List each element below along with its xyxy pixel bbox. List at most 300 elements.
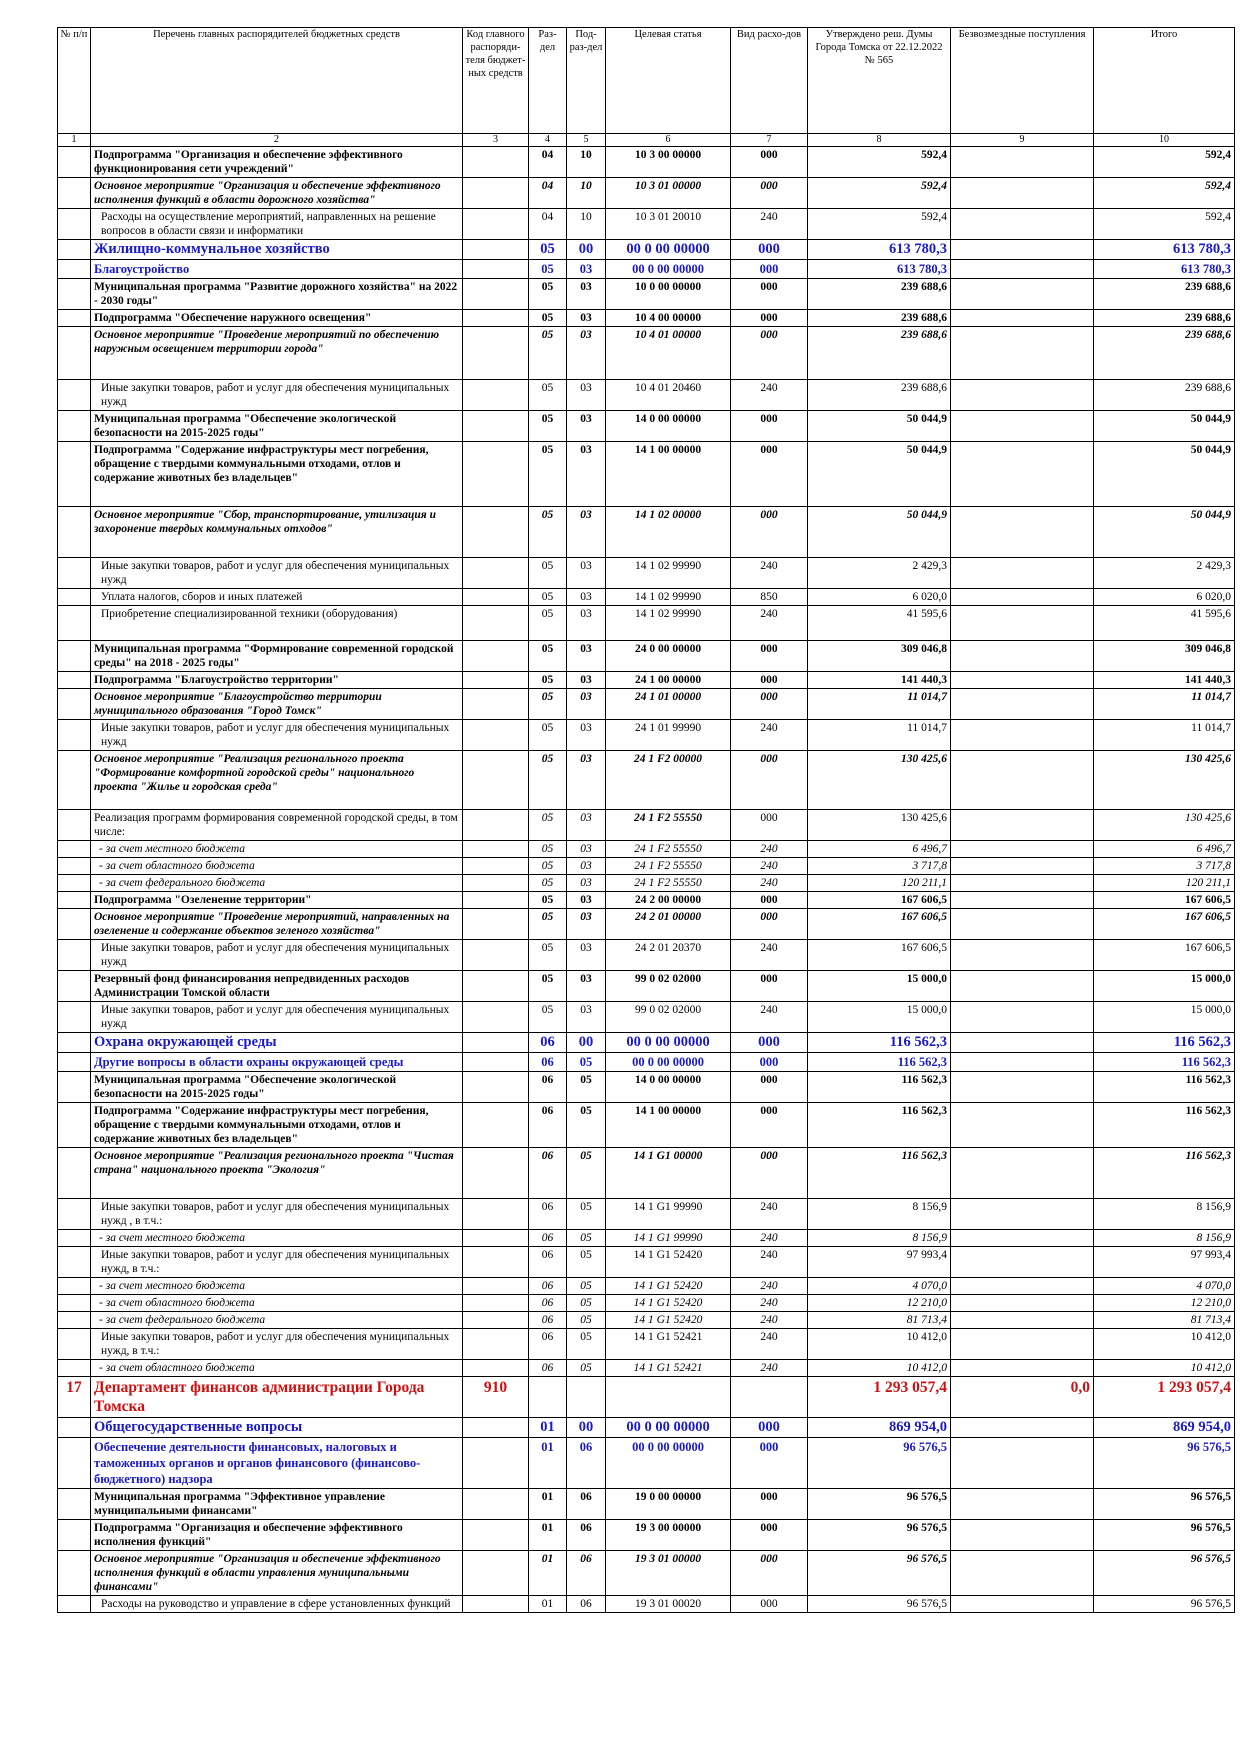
row-razdel-cell: 01 bbox=[529, 1520, 567, 1551]
row-razdel-cell: 06 bbox=[529, 1247, 567, 1278]
row-number-cell bbox=[58, 327, 91, 380]
row-name-cell: Муниципальная программа "Формирование современной городской среды" на 2018 - 2025 годы" bbox=[91, 641, 463, 672]
row-name-cell: Муниципальная программа "Эффективное управление муниципальными финансами" bbox=[91, 1489, 463, 1520]
row-tselevaya-cell: 24 1 F2 00000 bbox=[606, 751, 731, 810]
col-name-header: Перечень главных распорядителей бюджетных средств bbox=[91, 28, 463, 134]
row-total-cell: 8 156,9 bbox=[1094, 1230, 1235, 1247]
row-name-cell: Основное мероприятие "Реализация регионального проекта "Чистая страна" национального проекта "Экология" bbox=[91, 1148, 463, 1199]
row-free-cell bbox=[951, 209, 1094, 240]
row-number-cell bbox=[58, 909, 91, 940]
row-podrazdel-cell: 03 bbox=[567, 909, 606, 940]
column-number: 6 bbox=[606, 134, 731, 147]
row-name-cell: Подпрограмма "Благоустройство территории" bbox=[91, 672, 463, 689]
row-approved-cell: 96 576,5 bbox=[808, 1596, 951, 1613]
table-row bbox=[58, 1438, 1235, 1489]
row-podrazdel-cell: 03 bbox=[567, 689, 606, 720]
table-row bbox=[58, 971, 1235, 1002]
row-podrazdel-cell: 05 bbox=[567, 1148, 606, 1199]
table-row bbox=[58, 1377, 1235, 1418]
row-free-cell bbox=[951, 1551, 1094, 1596]
row-name-cell: Иные закупки товаров, работ и услуг для обеспечения муниципальных нужд, в т.ч.: bbox=[91, 1247, 463, 1278]
row-code-cell bbox=[463, 147, 529, 178]
row-free-cell bbox=[951, 1520, 1094, 1551]
row-vid-cell: 000 bbox=[731, 310, 808, 327]
row-total-cell: 96 576,5 bbox=[1094, 1520, 1235, 1551]
row-tselevaya-cell: 19 3 01 00000 bbox=[606, 1551, 731, 1596]
row-approved-cell: 10 412,0 bbox=[808, 1360, 951, 1377]
row-total-cell: 96 576,5 bbox=[1094, 1438, 1235, 1489]
budget-document bbox=[57, 27, 1231, 1613]
row-free-cell: 0,0 bbox=[951, 1377, 1094, 1418]
row-free-cell bbox=[951, 1053, 1094, 1072]
row-number-cell bbox=[58, 507, 91, 558]
row-podrazdel-cell: 03 bbox=[567, 940, 606, 971]
table-row bbox=[58, 858, 1235, 875]
row-free-cell bbox=[951, 1438, 1094, 1489]
column-number: 4 bbox=[529, 134, 567, 147]
row-number-cell bbox=[58, 1551, 91, 1596]
table-row bbox=[58, 841, 1235, 858]
row-vid-cell: 000 bbox=[731, 507, 808, 558]
row-vid-cell: 240 bbox=[731, 606, 808, 641]
row-free-cell bbox=[951, 1360, 1094, 1377]
row-vid-cell: 000 bbox=[731, 1520, 808, 1551]
row-number-cell bbox=[58, 810, 91, 841]
row-number-cell bbox=[58, 279, 91, 310]
row-razdel-cell: 05 bbox=[529, 260, 567, 279]
row-razdel-cell: 06 bbox=[529, 1103, 567, 1148]
row-tselevaya-cell: 14 1 G1 52420 bbox=[606, 1312, 731, 1329]
row-name-cell: Подпрограмма "Озеленение территории" bbox=[91, 892, 463, 909]
row-code-cell bbox=[463, 841, 529, 858]
row-code-cell bbox=[463, 1329, 529, 1360]
row-tselevaya-cell: 14 1 00 00000 bbox=[606, 1103, 731, 1148]
row-vid-cell: 000 bbox=[731, 1053, 808, 1072]
row-podrazdel-cell bbox=[567, 1377, 606, 1418]
table-row bbox=[58, 411, 1235, 442]
row-vid-cell: 000 bbox=[731, 260, 808, 279]
row-code-cell bbox=[463, 1072, 529, 1103]
row-vid-cell: 240 bbox=[731, 1230, 808, 1247]
table-row bbox=[58, 751, 1235, 810]
row-vid-cell: 240 bbox=[731, 209, 808, 240]
row-podrazdel-cell: 03 bbox=[567, 1002, 606, 1033]
row-name-cell: Жилищно-коммунальное хозяйство bbox=[91, 240, 463, 260]
row-tselevaya-cell: 14 1 00 00000 bbox=[606, 442, 731, 507]
row-approved-cell: 50 044,9 bbox=[808, 442, 951, 507]
row-razdel-cell: 06 bbox=[529, 1148, 567, 1199]
row-name-cell: Приобретение специализированной техники (оборудования) bbox=[91, 606, 463, 641]
row-number-cell bbox=[58, 589, 91, 606]
row-approved-cell: 96 576,5 bbox=[808, 1489, 951, 1520]
row-tselevaya-cell: 24 1 01 00000 bbox=[606, 689, 731, 720]
row-number-cell bbox=[58, 240, 91, 260]
row-approved-cell: 12 210,0 bbox=[808, 1295, 951, 1312]
row-total-cell: 239 688,6 bbox=[1094, 380, 1235, 411]
row-total-cell: 8 156,9 bbox=[1094, 1199, 1235, 1230]
row-razdel-cell: 05 bbox=[529, 1002, 567, 1033]
row-total-cell: 167 606,5 bbox=[1094, 940, 1235, 971]
row-podrazdel-cell: 05 bbox=[567, 1230, 606, 1247]
row-tselevaya-cell: 10 4 00 00000 bbox=[606, 310, 731, 327]
column-number: 1 bbox=[58, 134, 91, 147]
row-tselevaya-cell: 14 1 G1 52420 bbox=[606, 1295, 731, 1312]
row-number-cell bbox=[58, 442, 91, 507]
row-vid-cell: 240 bbox=[731, 380, 808, 411]
row-number-cell bbox=[58, 411, 91, 442]
row-podrazdel-cell: 10 bbox=[567, 147, 606, 178]
table-row bbox=[58, 327, 1235, 380]
row-total-cell: 12 210,0 bbox=[1094, 1295, 1235, 1312]
row-razdel-cell: 05 bbox=[529, 442, 567, 507]
row-name-cell: Основное мероприятие "Сбор, транспортирование, утилизация и захоронение твердых коммунальных отходов" bbox=[91, 507, 463, 558]
row-tselevaya-cell: 00 0 00 00000 bbox=[606, 1053, 731, 1072]
row-vid-cell: 000 bbox=[731, 147, 808, 178]
row-name-cell: Иные закупки товаров, работ и услуг для обеспечения муниципальных нужд , в т.ч.: bbox=[91, 1199, 463, 1230]
row-name-cell: Основное мероприятие "Проведение мероприятий, направленных на озеленение и содержание объектов зеленого хозяйства" bbox=[91, 909, 463, 940]
row-total-cell: 1 293 057,4 bbox=[1094, 1377, 1235, 1418]
row-podrazdel-cell: 05 bbox=[567, 1199, 606, 1230]
row-razdel-cell: 06 bbox=[529, 1295, 567, 1312]
row-code-cell bbox=[463, 327, 529, 380]
row-tselevaya-cell: 00 0 00 00000 bbox=[606, 1033, 731, 1053]
row-razdel-cell: 05 bbox=[529, 558, 567, 589]
row-total-cell: 116 562,3 bbox=[1094, 1053, 1235, 1072]
row-total-cell: 15 000,0 bbox=[1094, 1002, 1235, 1033]
row-razdel-cell: 05 bbox=[529, 858, 567, 875]
row-total-cell: 3 717,8 bbox=[1094, 858, 1235, 875]
row-approved-cell: 116 562,3 bbox=[808, 1053, 951, 1072]
row-razdel-cell: 05 bbox=[529, 971, 567, 1002]
row-approved-cell: 141 440,3 bbox=[808, 672, 951, 689]
row-free-cell bbox=[951, 751, 1094, 810]
row-tselevaya-cell: 24 1 F2 55550 bbox=[606, 841, 731, 858]
row-tselevaya-cell: 14 1 02 99990 bbox=[606, 558, 731, 589]
row-podrazdel-cell: 03 bbox=[567, 841, 606, 858]
row-code-cell bbox=[463, 260, 529, 279]
row-total-cell: 592,4 bbox=[1094, 147, 1235, 178]
row-code-cell bbox=[463, 909, 529, 940]
row-podrazdel-cell: 05 bbox=[567, 1247, 606, 1278]
row-razdel-cell: 05 bbox=[529, 720, 567, 751]
row-razdel-cell bbox=[529, 1377, 567, 1418]
row-tselevaya-cell: 10 3 01 00000 bbox=[606, 178, 731, 209]
col-num-header: № п/п bbox=[58, 28, 91, 134]
row-total-cell: 167 606,5 bbox=[1094, 909, 1235, 940]
row-free-cell bbox=[951, 1230, 1094, 1247]
row-code-cell bbox=[463, 689, 529, 720]
table-row bbox=[58, 1247, 1235, 1278]
row-podrazdel-cell: 05 bbox=[567, 1053, 606, 1072]
table-row bbox=[58, 279, 1235, 310]
table-body bbox=[58, 147, 1235, 1613]
row-name-cell: - за счет местного бюджета bbox=[91, 841, 463, 858]
table-row bbox=[58, 810, 1235, 841]
row-vid-cell: 000 bbox=[731, 810, 808, 841]
row-number-cell bbox=[58, 1278, 91, 1295]
row-approved-cell: 4 070,0 bbox=[808, 1278, 951, 1295]
row-vid-cell: 240 bbox=[731, 1247, 808, 1278]
row-approved-cell: 167 606,5 bbox=[808, 940, 951, 971]
row-name-cell: - за счет областного бюджета bbox=[91, 858, 463, 875]
row-free-cell bbox=[951, 858, 1094, 875]
row-razdel-cell: 05 bbox=[529, 751, 567, 810]
row-approved-cell: 869 954,0 bbox=[808, 1418, 951, 1438]
table-row bbox=[58, 606, 1235, 641]
row-approved-cell: 592,4 bbox=[808, 178, 951, 209]
table-row bbox=[58, 1520, 1235, 1551]
row-approved-cell: 613 780,3 bbox=[808, 260, 951, 279]
row-razdel-cell: 05 bbox=[529, 940, 567, 971]
table-row bbox=[58, 1360, 1235, 1377]
row-number-cell bbox=[58, 1329, 91, 1360]
row-total-cell: 116 562,3 bbox=[1094, 1072, 1235, 1103]
row-free-cell bbox=[951, 1072, 1094, 1103]
row-code-cell bbox=[463, 892, 529, 909]
row-name-cell: Основное мероприятие "Реализация регионального проекта "Формирование комфортной городской среды" национального проекта "Жилье и городская среда" bbox=[91, 751, 463, 810]
row-name-cell: Благоустройство bbox=[91, 260, 463, 279]
row-vid-cell: 240 bbox=[731, 858, 808, 875]
row-free-cell bbox=[951, 940, 1094, 971]
row-free-cell bbox=[951, 971, 1094, 1002]
row-podrazdel-cell: 03 bbox=[567, 720, 606, 751]
row-razdel-cell: 05 bbox=[529, 689, 567, 720]
row-code-cell bbox=[463, 672, 529, 689]
row-free-cell bbox=[951, 1329, 1094, 1360]
row-total-cell: 167 606,5 bbox=[1094, 892, 1235, 909]
row-vid-cell: 000 bbox=[731, 1438, 808, 1489]
row-tselevaya-cell: 10 3 00 00000 bbox=[606, 147, 731, 178]
row-tselevaya-cell: 14 1 G1 52420 bbox=[606, 1247, 731, 1278]
row-approved-cell: 96 576,5 bbox=[808, 1551, 951, 1596]
row-name-cell: Иные закупки товаров, работ и услуг для обеспечения муниципальных нужд bbox=[91, 558, 463, 589]
row-free-cell bbox=[951, 1278, 1094, 1295]
row-vid-cell: 000 bbox=[731, 641, 808, 672]
row-total-cell: 239 688,6 bbox=[1094, 310, 1235, 327]
row-code-cell bbox=[463, 1295, 529, 1312]
col-approved-header: Утверждено реш. Думы Города Томска от 22.12.2022 № 565 bbox=[808, 28, 951, 134]
row-free-cell bbox=[951, 1033, 1094, 1053]
row-approved-cell: 613 780,3 bbox=[808, 240, 951, 260]
row-approved-cell: 3 717,8 bbox=[808, 858, 951, 875]
row-razdel-cell: 01 bbox=[529, 1489, 567, 1520]
row-code-cell bbox=[463, 442, 529, 507]
row-vid-cell: 240 bbox=[731, 558, 808, 589]
row-tselevaya-cell: 00 0 00 00000 bbox=[606, 260, 731, 279]
row-approved-cell: 11 014,7 bbox=[808, 720, 951, 751]
row-razdel-cell: 05 bbox=[529, 672, 567, 689]
row-vid-cell: 240 bbox=[731, 1329, 808, 1360]
row-podrazdel-cell: 03 bbox=[567, 641, 606, 672]
row-podrazdel-cell: 03 bbox=[567, 606, 606, 641]
row-tselevaya-cell: 19 3 01 00020 bbox=[606, 1596, 731, 1613]
row-code-cell bbox=[463, 1520, 529, 1551]
table-row bbox=[58, 260, 1235, 279]
row-name-cell: Иные закупки товаров, работ и услуг для обеспечения муниципальных нужд bbox=[91, 1002, 463, 1033]
row-vid-cell: 000 bbox=[731, 1072, 808, 1103]
row-total-cell: 130 425,6 bbox=[1094, 751, 1235, 810]
row-razdel-cell: 06 bbox=[529, 1072, 567, 1103]
row-tselevaya-cell: 24 0 00 00000 bbox=[606, 641, 731, 672]
row-tselevaya-cell: 14 1 02 00000 bbox=[606, 507, 731, 558]
row-number-cell bbox=[58, 1199, 91, 1230]
row-vid-cell: 000 bbox=[731, 1033, 808, 1053]
row-name-cell: Расходы на руководство и управление в сфере установленных функций bbox=[91, 1596, 463, 1613]
row-number-cell bbox=[58, 260, 91, 279]
row-approved-cell: 6 020,0 bbox=[808, 589, 951, 606]
table-row bbox=[58, 1418, 1235, 1438]
row-free-cell bbox=[951, 260, 1094, 279]
column-number: 7 bbox=[731, 134, 808, 147]
row-podrazdel-cell: 05 bbox=[567, 1360, 606, 1377]
row-free-cell bbox=[951, 279, 1094, 310]
row-number-cell bbox=[58, 1360, 91, 1377]
row-approved-cell: 309 046,8 bbox=[808, 641, 951, 672]
row-free-cell bbox=[951, 689, 1094, 720]
row-razdel-cell: 06 bbox=[529, 1199, 567, 1230]
row-free-cell bbox=[951, 1247, 1094, 1278]
row-tselevaya-cell: 24 1 F2 55550 bbox=[606, 858, 731, 875]
row-total-cell: 116 562,3 bbox=[1094, 1033, 1235, 1053]
row-free-cell bbox=[951, 558, 1094, 589]
row-tselevaya-cell: 14 1 G1 00000 bbox=[606, 1148, 731, 1199]
row-podrazdel-cell: 03 bbox=[567, 442, 606, 507]
row-total-cell: 6 496,7 bbox=[1094, 841, 1235, 858]
row-free-cell bbox=[951, 147, 1094, 178]
row-name-cell: Иные закупки товаров, работ и услуг для обеспечения муниципальных нужд bbox=[91, 940, 463, 971]
table-row bbox=[58, 1329, 1235, 1360]
table-row bbox=[58, 1103, 1235, 1148]
row-free-cell bbox=[951, 240, 1094, 260]
table-row bbox=[58, 1551, 1235, 1596]
row-tselevaya-cell: 14 1 02 99990 bbox=[606, 589, 731, 606]
row-free-cell bbox=[951, 720, 1094, 751]
row-code-cell bbox=[463, 606, 529, 641]
row-podrazdel-cell: 03 bbox=[567, 751, 606, 810]
row-free-cell bbox=[951, 1295, 1094, 1312]
row-approved-cell: 116 562,3 bbox=[808, 1072, 951, 1103]
row-number-cell bbox=[58, 1295, 91, 1312]
row-total-cell: 592,4 bbox=[1094, 178, 1235, 209]
row-podrazdel-cell: 03 bbox=[567, 810, 606, 841]
row-podrazdel-cell: 00 bbox=[567, 240, 606, 260]
row-total-cell: 50 044,9 bbox=[1094, 507, 1235, 558]
row-approved-cell: 116 562,3 bbox=[808, 1103, 951, 1148]
row-code-cell bbox=[463, 558, 529, 589]
row-number-cell bbox=[58, 892, 91, 909]
row-code-cell bbox=[463, 720, 529, 751]
row-podrazdel-cell: 06 bbox=[567, 1551, 606, 1596]
row-approved-cell: 592,4 bbox=[808, 209, 951, 240]
row-podrazdel-cell: 05 bbox=[567, 1278, 606, 1295]
row-razdel-cell: 01 bbox=[529, 1596, 567, 1613]
row-tselevaya-cell: 10 4 01 20460 bbox=[606, 380, 731, 411]
row-number-cell bbox=[58, 720, 91, 751]
row-tselevaya-cell: 00 0 00 00000 bbox=[606, 240, 731, 260]
row-approved-cell: 15 000,0 bbox=[808, 1002, 951, 1033]
table-header bbox=[58, 28, 1235, 147]
row-vid-cell: 240 bbox=[731, 841, 808, 858]
row-vid-cell: 000 bbox=[731, 1596, 808, 1613]
row-tselevaya-cell: 14 1 G1 52421 bbox=[606, 1329, 731, 1360]
row-name-cell: - за счет областного бюджета bbox=[91, 1360, 463, 1377]
table-row bbox=[58, 940, 1235, 971]
row-podrazdel-cell: 03 bbox=[567, 279, 606, 310]
table-row bbox=[58, 1072, 1235, 1103]
row-vid-cell: 000 bbox=[731, 1418, 808, 1438]
row-name-cell: Реализация программ формирования современной городской среды, в том числе: bbox=[91, 810, 463, 841]
row-number-cell bbox=[58, 380, 91, 411]
row-podrazdel-cell: 03 bbox=[567, 260, 606, 279]
row-name-cell: Подпрограмма "Обеспечение наружного освещения" bbox=[91, 310, 463, 327]
column-number: 8 bbox=[808, 134, 951, 147]
row-vid-cell: 240 bbox=[731, 1312, 808, 1329]
row-free-cell bbox=[951, 1199, 1094, 1230]
row-tselevaya-cell: 19 0 00 00000 bbox=[606, 1489, 731, 1520]
table-row bbox=[58, 558, 1235, 589]
row-number-cell bbox=[58, 558, 91, 589]
row-free-cell bbox=[951, 841, 1094, 858]
row-number-cell bbox=[58, 1033, 91, 1053]
row-vid-cell: 000 bbox=[731, 178, 808, 209]
table-row bbox=[58, 1033, 1235, 1053]
column-number: 3 bbox=[463, 134, 529, 147]
row-podrazdel-cell: 05 bbox=[567, 1072, 606, 1103]
table-row bbox=[58, 1148, 1235, 1199]
row-free-cell bbox=[951, 1148, 1094, 1199]
row-tselevaya-cell: 10 3 01 20010 bbox=[606, 209, 731, 240]
table-row bbox=[58, 1489, 1235, 1520]
table-row bbox=[58, 310, 1235, 327]
row-code-cell bbox=[463, 971, 529, 1002]
row-razdel-cell: 05 bbox=[529, 892, 567, 909]
row-code-cell bbox=[463, 1438, 529, 1489]
row-approved-cell: 130 425,6 bbox=[808, 751, 951, 810]
column-number: 10 bbox=[1094, 134, 1235, 147]
row-tselevaya-cell bbox=[606, 1377, 731, 1418]
row-podrazdel-cell: 06 bbox=[567, 1520, 606, 1551]
row-vid-cell: 240 bbox=[731, 940, 808, 971]
row-razdel-cell: 05 bbox=[529, 841, 567, 858]
row-code-cell bbox=[463, 240, 529, 260]
table-row bbox=[58, 689, 1235, 720]
row-name-cell: Муниципальная программа "Развитие дорожного хозяйства" на 2022 - 2030 годы" bbox=[91, 279, 463, 310]
row-free-cell bbox=[951, 810, 1094, 841]
row-name-cell: Резервный фонд финансирования непредвиденных расходов Администрации Томской области bbox=[91, 971, 463, 1002]
row-total-cell: 309 046,8 bbox=[1094, 641, 1235, 672]
row-podrazdel-cell: 03 bbox=[567, 507, 606, 558]
row-code-cell bbox=[463, 940, 529, 971]
row-approved-cell: 6 496,7 bbox=[808, 841, 951, 858]
row-code-cell bbox=[463, 641, 529, 672]
row-code-cell bbox=[463, 279, 529, 310]
row-tselevaya-cell: 99 0 02 02000 bbox=[606, 971, 731, 1002]
row-total-cell: 11 014,7 bbox=[1094, 689, 1235, 720]
row-razdel-cell: 05 bbox=[529, 507, 567, 558]
table-row bbox=[58, 892, 1235, 909]
row-tselevaya-cell: 14 1 02 99990 bbox=[606, 606, 731, 641]
row-number-cell bbox=[58, 1053, 91, 1072]
row-code-cell bbox=[463, 1247, 529, 1278]
table-row bbox=[58, 875, 1235, 892]
row-tselevaya-cell: 24 2 01 00000 bbox=[606, 909, 731, 940]
row-total-cell: 96 576,5 bbox=[1094, 1551, 1235, 1596]
row-total-cell: 116 562,3 bbox=[1094, 1103, 1235, 1148]
row-total-cell: 11 014,7 bbox=[1094, 720, 1235, 751]
row-razdel-cell: 05 bbox=[529, 589, 567, 606]
row-name-cell: - за счет федерального бюджета bbox=[91, 1312, 463, 1329]
row-podrazdel-cell: 03 bbox=[567, 327, 606, 380]
